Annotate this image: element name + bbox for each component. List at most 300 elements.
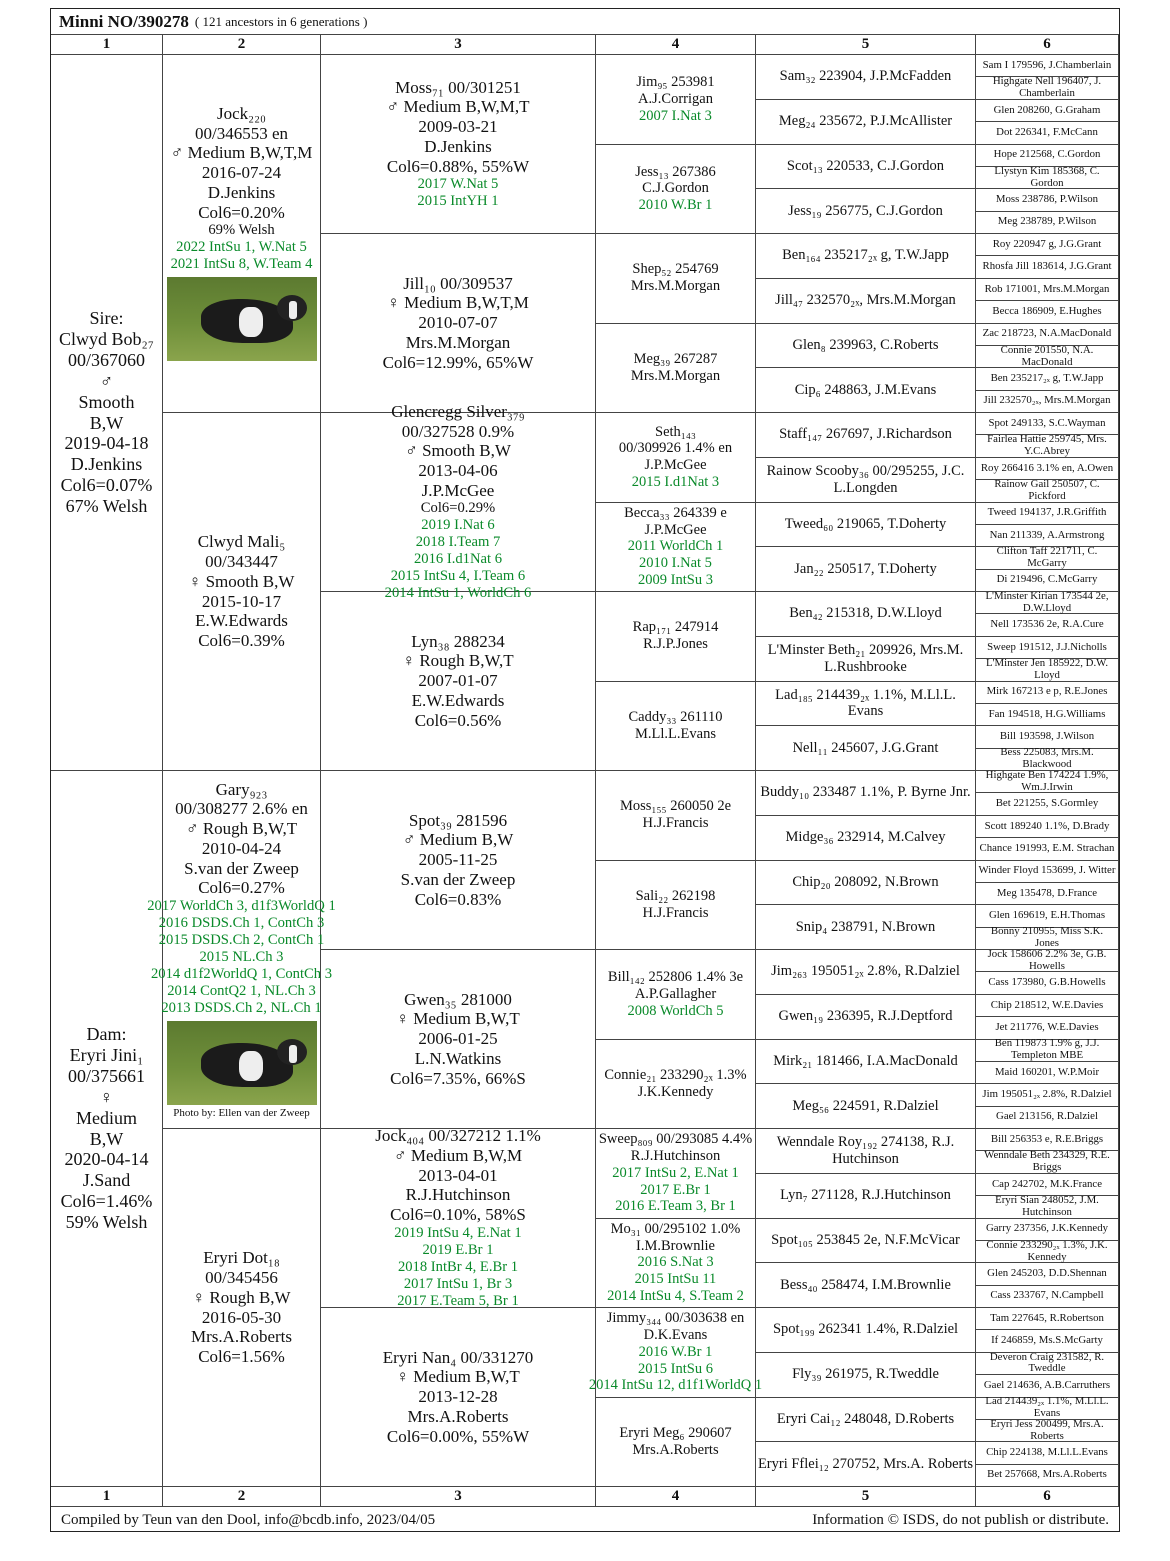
gen5-cell <box>756 368 976 413</box>
gen6-cell <box>976 458 1119 480</box>
gen5-cell <box>756 861 976 906</box>
gen4-cell <box>596 861 756 951</box>
gen6-cell <box>976 1395 1119 1420</box>
gen6-cell <box>976 477 1119 502</box>
ancestor-summary: ( 121 ancestors in 6 generations ) <box>194 13 368 29</box>
pedigree-line: ♂ Rough B,W,T <box>185 819 298 839</box>
gen6-cell <box>976 55 1119 77</box>
pedigree-line: Fan 194518, H.G.Williams <box>988 707 1106 720</box>
column-number-6: 6 <box>976 1487 1119 1507</box>
pedigree-line: Chip₂₀ 208092, N.Brown <box>792 873 939 890</box>
pedigree-line: Winder Floyd 153699, J. Witter <box>978 864 1116 877</box>
pedigree-line: 2014 IntSu 1, WorldCh 6 <box>384 585 532 602</box>
gen6-cell <box>976 1375 1119 1397</box>
pedigree-line: 2016 E.Team 3, Br 1 <box>615 1198 736 1215</box>
gen2-cell <box>163 55 321 413</box>
pedigree-line: ♀ Smooth B,W <box>188 571 295 591</box>
pedigree-line: Col6=0.29% <box>420 500 496 517</box>
gen6-cell <box>976 746 1119 771</box>
gen6-cell <box>976 1017 1119 1039</box>
pedigree-line: Bonny 210955, Miss S.K. Jones <box>990 925 1104 950</box>
pedigree-line: Glen 245203, D.D.Shennan <box>987 1267 1107 1279</box>
gen3-cell <box>321 771 596 950</box>
pedigree-line: Sweep 191512, J.J.Nicholls <box>987 640 1107 653</box>
pedigree-line: Jet 211776, W.E.Davies <box>995 1020 1099 1033</box>
pedigree-line: Ben₁₆₄ 235217₂ₓ g, T.W.Japp <box>782 247 949 264</box>
pedigree-line: 2009 IntSu 3 <box>638 571 713 588</box>
pedigree-line: L'Minster Beth₂₁ 209926, Mrs.M. L.Rushbrooke <box>767 641 964 675</box>
pedigree-line: Col6=0.20% <box>198 202 285 222</box>
pedigree-line: D.K.Evans <box>643 1327 708 1344</box>
pedigree-line: 2017 WorldCh 3, d1f3WorldQ 1 <box>147 897 336 914</box>
pedigree-line: Medium <box>76 1107 137 1128</box>
pedigree-line: Moss₇₁ 00/301251 <box>395 77 521 97</box>
gen4-cell <box>596 1040 756 1130</box>
pedigree-line: 2019-04-18 <box>64 433 149 454</box>
gen6-cell <box>976 656 1119 681</box>
pedigree-line: ♀ Medium B,W,T <box>396 1009 520 1029</box>
pedigree-line: Glen 169619, E.H.Thomas <box>988 909 1106 921</box>
pedigree-line: M.Ll.L.Evans <box>635 725 716 742</box>
pedigree-line: 2016 DSDS.Ch 1, ContCh 3 <box>158 914 325 931</box>
pedigree-line: Nan 211339, A.Armstrong <box>989 528 1105 541</box>
pedigree-line: Tweed₆₀ 219065, T.Doherty <box>784 515 947 532</box>
pedigree-line: 69% Welsh <box>208 222 275 239</box>
gen2-cell <box>163 1129 321 1487</box>
pedigree-line: Dam: <box>86 1024 127 1045</box>
pedigree-line: H.J.Francis <box>642 815 709 832</box>
pedigree-line: Glencregg Silver₃₇₉ <box>391 401 525 421</box>
pedigree-line: Wenndale Beth 234329, R.E. Briggs <box>984 1149 1110 1174</box>
gen6-cell <box>976 793 1119 815</box>
gen6-cell <box>976 1330 1119 1352</box>
pedigree-line: Moss₁₅₅ 260050 2e <box>619 798 732 815</box>
pedigree-line: Sire: <box>89 308 124 329</box>
gen6-cell <box>976 234 1119 256</box>
pedigree-line: ♂ Medium B,W,M,T <box>386 97 530 117</box>
pedigree-line: Jock₄₀₄ 00/327212 1.1% <box>375 1126 541 1146</box>
pedigree-line: Eryri Jess 200499, Mrs.A. Roberts <box>990 1417 1104 1442</box>
gen6-cell <box>976 682 1119 704</box>
photo-caption: Photo by: Ellen van der Zweep <box>173 1106 310 1119</box>
pedigree-line: Tam 227645, R.Robertson <box>990 1311 1104 1324</box>
pedigree-line: Rainow Gail 250507, C. Pickford <box>994 477 1100 502</box>
pedigree-line: ♂ Medium B,W,T,M <box>170 143 313 163</box>
pedigree-line: 2015 I.d1Nat 3 <box>631 474 720 491</box>
pedigree-line: 2015 IntSu 4, I.Team 6 <box>390 568 526 585</box>
pedigree-line: 2022 IntSu 1, W.Nat 5 <box>176 239 307 256</box>
pedigree-line: Tweed 194137, J.R.Griffith <box>987 506 1107 519</box>
pedigree-line: 2015 IntSu 6 <box>638 1360 713 1377</box>
pedigree-line: Meg 135478, D.France <box>996 886 1098 899</box>
pedigree-line: B,W <box>89 1128 124 1149</box>
pedigree-line: Gael 214636, A.B.Carruthers <box>983 1378 1111 1391</box>
pedigree-line: Nell 173536 2e, R.A.Cure <box>990 618 1104 631</box>
gen4-cell <box>588 1308 763 1398</box>
pedigree-line: Connie 233290₂ₓ 1.3%, J.K. Kennedy <box>986 1238 1108 1263</box>
pedigree-line: Highgate Ben 174224 1.9%, Wm.J.Irwin <box>985 768 1109 793</box>
pedigree-line: Col6=0.83% <box>414 889 502 909</box>
pedigree-line: Jock 158606 2.2% 3e, G.B. Howells <box>987 947 1107 972</box>
gen4-cell <box>596 145 756 235</box>
pedigree-line: 2015 IntYH 1 <box>417 193 499 210</box>
pedigree-line: 2010 W.Br 1 <box>638 197 713 214</box>
gen6-cell <box>976 1084 1119 1106</box>
pedigree-header <box>51 9 1119 35</box>
gen5-cell <box>756 1174 976 1219</box>
pedigree-line: Col6=7.35%, 66%S <box>390 1068 526 1088</box>
column-number-3: 3 <box>321 1487 596 1507</box>
dog-title: Minni NO/390278 <box>59 11 189 31</box>
gen6-cell <box>976 570 1119 592</box>
gen5-cell <box>756 1353 976 1398</box>
pedigree-line: 2015 IntSu 11 <box>634 1271 717 1288</box>
pedigree-line: 00/327528 0.9% <box>401 421 515 441</box>
pedigree-line: Sam I 179596, J.Chamberlain <box>982 58 1112 71</box>
pedigree-line: Wenndale Roy₁₉₂ 274138, R.J. Hutchinson <box>776 1134 955 1167</box>
pedigree-line: Mo₃₁ 00/295102 1.0% <box>610 1220 741 1237</box>
gen5-cell <box>756 1308 976 1353</box>
gen6-cell <box>976 343 1119 368</box>
pedigree-line: Mirk₂₁ 181466, I.A.MacDonald <box>773 1052 958 1069</box>
pedigree-line: Mrs.A.Roberts <box>407 1406 509 1426</box>
pedigree-line: Eryri Jini₁ <box>69 1045 144 1065</box>
pedigree-line: Eryri Nan₄ 00/331270 <box>382 1347 534 1367</box>
pedigree-line: 2017 E.Team 5, Br 1 <box>397 1292 519 1309</box>
pedigree-line: Chip 218512, W.E.Davies <box>990 998 1104 1011</box>
pedigree-line: ♀ Rough B,W,T <box>402 651 514 671</box>
gen3-cell <box>321 234 596 413</box>
pedigree-line: Eryri Meg₆ 290607 <box>619 1424 732 1441</box>
pedigree-line: Smooth <box>78 391 135 412</box>
pedigree-line: 00/343447 <box>205 552 278 572</box>
pedigree-line: R.J.P.Jones <box>643 636 708 653</box>
pedigree-line: Jimmy₃₄₄ 00/303638 en <box>606 1310 745 1327</box>
gen4-cell <box>596 324 756 414</box>
pedigree-line: Col6=12.99%, 65%W <box>382 352 534 372</box>
gen5-cell <box>756 1398 976 1443</box>
pedigree-line: Bet 257668, Mrs.A.Roberts <box>987 1468 1107 1481</box>
pedigree-line: Gael 213156, R.Dalziel <box>996 1110 1098 1123</box>
pedigree-line: Dot 226341, F.McCann <box>996 125 1098 138</box>
pedigree-line: Ben 235217₂ₓ g, T.W.Japp <box>990 372 1104 384</box>
gen6-cell <box>976 1350 1119 1375</box>
pedigree-line: Spot₁₉₉ 262341 1.4%, R.Dalziel <box>772 1321 959 1338</box>
pedigree-line: Cip₆ 248863, J.M.Evans <box>794 381 937 398</box>
gen5-cell <box>756 1263 976 1308</box>
gen5-cell <box>756 905 976 950</box>
gen6-cell <box>976 324 1119 346</box>
gen6-cell <box>976 435 1119 457</box>
pedigree-line: Jan₂₂ 250517, T.Doherty <box>794 560 937 577</box>
pedigree-line: Clwyd Mali₅ <box>197 532 286 552</box>
gen4-cell <box>596 503 756 593</box>
pedigree-line: Lad₁₈₅ 214439₂ₓ 1.1%, M.Ll.L. Evans <box>775 686 956 720</box>
pedigree-line: 2013-04-06 <box>418 461 498 480</box>
pedigree-line: Scot₁₃ 220533, C.J.Gordon <box>786 157 945 174</box>
pedigree-line: Lyn₇ 271128, R.J.Hutchinson <box>780 1187 951 1204</box>
pedigree-line: If 246859, Ms.S.McGarty <box>991 1334 1103 1347</box>
gen6-cell <box>976 1286 1119 1308</box>
gen6-cell <box>976 637 1119 659</box>
pedigree-line: Becca₃₃ 264339 e <box>624 504 727 521</box>
gen6-cell <box>976 212 1119 234</box>
pedigree-line: Sali₂₂ 262198 <box>635 887 716 904</box>
pedigree-line: 2016 I.d1Nat 6 <box>413 551 503 568</box>
gen3-cell <box>321 1308 596 1487</box>
pedigree-line: Jess₁₉ 256775, C.J.Gordon <box>788 202 943 219</box>
pedigree-line: 2019 I.Nat 6 <box>421 517 495 534</box>
gen6-cell <box>976 704 1119 726</box>
pedigree-line: J.P.McGee <box>644 457 707 474</box>
pedigree-line: L'Minster Kirian 173544 2e, D.W.Lloyd <box>985 589 1109 614</box>
pedigree-line: Mrs.M.Morgan <box>405 332 511 352</box>
pedigree-line: D.Jenkins <box>70 454 143 475</box>
pedigree-line: 2018 IntBr 4, E.Br 1 <box>397 1258 519 1275</box>
pedigree-line: Connie₂₁ 233290₂ₓ 1.3% <box>604 1066 747 1083</box>
pedigree-line: Nell₁₁ 245607, J.G.Grant <box>792 739 939 756</box>
pedigree-line: Caddy₃₃ 261110 <box>628 708 723 725</box>
pedigree-line: Sam₃₂ 223904, J.P.McFadden <box>779 68 952 85</box>
gen2-cell <box>163 413 321 771</box>
gen6-cell <box>976 301 1119 323</box>
gen5-cell <box>756 458 976 503</box>
pedigree-line: Ben₄₂ 215318, D.W.Lloyd <box>789 605 942 622</box>
pedigree-line: 2015 NL.Ch 3 <box>199 948 284 965</box>
pedigree-line: Snip₄ 238791, N.Brown <box>795 918 936 935</box>
gen6-cell <box>976 77 1119 99</box>
pedigree-line: 00/345456 <box>205 1268 278 1288</box>
gen6-cell <box>976 925 1119 950</box>
pedigree-line: Llystyn Kim 185368, C. Gordon <box>994 164 1100 189</box>
pedigree-line: 2019 E.Br 1 <box>422 1241 494 1258</box>
gen6-cell <box>976 391 1119 413</box>
gen3-cell <box>321 401 596 602</box>
pedigree-line: J.P.McGee <box>421 480 495 500</box>
pedigree-line: 2010 I.Nat 5 <box>639 555 712 572</box>
pedigree-line: Mirk 167213 e p, R.E.Jones <box>986 685 1108 698</box>
pedigree-line: 2007 I.Nat 3 <box>639 107 712 124</box>
pedigree-line: Deveron Craig 231582, R. Tweddle <box>989 1350 1105 1375</box>
gen6-cell <box>976 1129 1119 1151</box>
pedigree-line: Eryri Cai₁₂ 248048, D.Roberts <box>776 1410 955 1427</box>
pedigree-line: R.J.Hutchinson <box>405 1185 511 1205</box>
gen6-cell <box>976 1219 1119 1241</box>
column-number-5: 5 <box>756 35 976 55</box>
pedigree-line: ♂ Smooth B,W <box>405 441 511 461</box>
pedigree-line: 2015 DSDS.Ch 2, ContCh 1 <box>158 931 325 948</box>
pedigree-line: S.van der Zweep <box>184 858 299 878</box>
pedigree-line: Col6=0.88%, 55%W <box>386 156 530 176</box>
gen6-cell <box>976 995 1119 1017</box>
pedigree-line: ♀ Rough B,W <box>192 1287 291 1307</box>
pedigree-line: Glen 208260, G.Graham <box>993 103 1101 116</box>
pedigree-line: 2013 DSDS.Ch 2, NL.Ch 1 <box>161 999 322 1016</box>
pedigree-line: Cass 173980, G.B.Howells <box>988 976 1106 989</box>
pedigree-line: Di 219496, C.McGarry <box>996 573 1098 586</box>
gen6-cell <box>976 164 1119 189</box>
pedigree-line: Clwyd Bob₂₇ <box>58 329 155 349</box>
gen5-cell <box>756 413 976 458</box>
pedigree-line: 67% Welsh <box>65 496 148 516</box>
pedigree-line: 2016 W.Br 1 <box>638 1343 713 1360</box>
sire-cell <box>51 55 163 771</box>
gen5-cell <box>756 1219 976 1264</box>
pedigree-line: Mrs.A.Roberts <box>190 1327 293 1347</box>
pedigree-line: 2008 WorldCh 5 <box>627 1002 724 1019</box>
pedigree-line: Gary₉₂₃ <box>215 779 268 799</box>
pedigree-line: Eryri Fflei₁₂ 270752, Mrs.A. Roberts <box>757 1455 974 1472</box>
pedigree-line: Garry 237356, J.K.Kennedy <box>985 1222 1109 1235</box>
pedigree-line: 2017 IntSu 1, Br 3 <box>403 1275 513 1292</box>
pedigree-line: Gwen₃₅ 281000 <box>404 989 512 1009</box>
pedigree-line: 2014 IntSu 4, S.Team 2 <box>607 1287 744 1304</box>
pedigree-line: Chance 191993, E.M. Strachan <box>979 841 1115 854</box>
pedigree-line: Meg₃₉ 267287 <box>633 350 718 367</box>
pedigree-line: 00/367060 <box>67 349 145 370</box>
gen6-cell <box>976 368 1119 390</box>
pedigree-sheet <box>50 8 1120 1532</box>
gen6-cell <box>976 1442 1119 1464</box>
pedigree-line: D.Jenkins <box>424 136 492 156</box>
pedigree-line: ♂ Medium B,W <box>402 830 514 850</box>
pedigree-line: 2006-01-25 <box>418 1029 498 1049</box>
pedigree-line: 2007-01-07 <box>418 671 498 691</box>
pedigree-line: 2017 IntSu 2, E.Nat 1 <box>612 1164 739 1181</box>
pedigree-line: Maid 160201, W.P.Moir <box>994 1065 1100 1078</box>
pedigree-line: 2017 E.Br 1 <box>640 1181 711 1198</box>
gen6-cell <box>976 726 1119 748</box>
gen5-cell <box>756 637 976 682</box>
gen5-cell <box>756 547 976 592</box>
gen5-cell <box>756 816 976 861</box>
gen4-cell <box>596 234 756 324</box>
pedigree-line: Col6=0.10%, 58%S <box>390 1205 526 1225</box>
gen4-cell <box>596 592 756 682</box>
pedigree-line: Col6=0.07% <box>60 475 153 496</box>
pedigree-line: 00/308277 2.6% en <box>175 799 308 819</box>
pedigree-line: Mrs.M.Morgan <box>630 367 721 384</box>
pedigree-line: E.W.Edwards <box>411 690 505 710</box>
pedigree-line: Shep₅₂ 254769 <box>632 261 719 278</box>
pedigree-line: R.J.Hutchinson <box>630 1148 721 1165</box>
gen6-cell <box>976 547 1119 569</box>
pedigree-line: Hope 212568, C.Gordon <box>993 148 1101 161</box>
pedigree-line: Col6=0.39% <box>198 630 285 650</box>
gen4-cell <box>596 682 756 772</box>
gen6-cell <box>976 1151 1119 1173</box>
pedigree-line: H.J.Francis <box>642 904 709 921</box>
dog-photo <box>167 1021 317 1105</box>
pedigree-line: Meg₂₄ 235672, P.J.McAllister <box>778 113 953 130</box>
pedigree-line: Fairlea Hattie 259745, Mrs. Y.C.Abrey <box>987 433 1107 458</box>
gen5-cell <box>756 279 976 324</box>
pedigree-line: Connie 201550, N.A. MacDonald <box>1000 343 1094 368</box>
gen6-cell <box>976 145 1119 167</box>
pedigree-line: Clifton Taff 221711, C. McGarry <box>996 545 1098 569</box>
gen6-cell <box>976 838 1119 860</box>
pedigree-line: Jill 232570₂ₓ, Mrs.M.Morgan <box>983 394 1111 407</box>
pedigree-line: Lad 214439₂ₓ 1.1%, M.Ll.L. Evans <box>985 1395 1109 1420</box>
footer <box>51 1509 1119 1531</box>
column-number-4: 4 <box>596 35 756 55</box>
pedigree-line: Meg 238789, P.Wilson <box>997 215 1097 228</box>
gen6-cell <box>976 1308 1119 1330</box>
pedigree-line: Spot₃₉ 281596 <box>408 810 508 830</box>
pedigree-line: 2010-04-24 <box>201 838 282 858</box>
pedigree-line: 2013-04-01 <box>418 1165 498 1185</box>
column-number-2: 2 <box>163 1487 321 1507</box>
pedigree-line: Roy 220947 g, J.G.Grant <box>992 237 1102 250</box>
pedigree-line: Col6=0.00%, 55%W <box>386 1426 530 1446</box>
pedigree-line: 2015-10-17 <box>201 591 282 611</box>
pedigree-line: Ben 119873 1.9% g, J.J. Templeton MBE <box>994 1037 1100 1062</box>
gen5-cell <box>756 189 976 234</box>
pedigree-line: Scott 189240 1.1%, D.Brady <box>984 819 1110 832</box>
pedigree-line: Lyn₃₈ 288234 <box>411 631 505 651</box>
dog-photo <box>167 277 317 361</box>
pedigree-line: Bess₄₀ 258474, I.M.Brownlie <box>780 1276 951 1293</box>
pedigree-line: Cap 242702, M.K.France <box>991 1177 1103 1190</box>
pedigree-line: Mrs.M.Morgan <box>630 278 721 295</box>
gen6-cell <box>976 768 1119 793</box>
gen6-cell <box>976 1263 1119 1285</box>
gen6-cell <box>976 947 1119 972</box>
gen4-cell <box>596 1129 756 1219</box>
gen5-cell <box>756 1442 976 1487</box>
pedigree-line: Bet 221255, S.Gormley <box>995 797 1099 810</box>
pedigree-line: 2010-07-07 <box>418 313 498 333</box>
pedigree-line: Rob 171001, Mrs.M.Morgan <box>984 282 1110 295</box>
pedigree-line: 2016 S.Nat 3 <box>637 1254 714 1271</box>
dam-cell <box>51 771 163 1487</box>
gen5-cell <box>756 324 976 369</box>
gen6-cell <box>976 905 1119 927</box>
pedigree-line: 2009-03-21 <box>418 117 498 137</box>
pedigree-line: Bill₁₄₂ 252806 1.4% 3e <box>607 969 744 986</box>
pedigree-line: E.W.Edwards <box>195 611 288 631</box>
pedigree-line: Highgate Nell 196407, J. Chamberlain <box>992 75 1102 100</box>
pedigree-line: Jess₁₃ 267386 <box>635 163 716 180</box>
gen6-cell <box>976 1417 1119 1442</box>
pedigree-line: Col6=1.56% <box>198 1346 285 1366</box>
gen5-cell <box>756 1129 976 1174</box>
pedigree-line: 2016-05-30 <box>201 1307 282 1327</box>
pedigree-line: Buddy₁₀ 233487 1.1%, P. Byrne Jnr. <box>760 784 971 801</box>
gen5-cell <box>756 726 976 771</box>
gen5-cell <box>756 771 976 816</box>
pedigree-line: Zac 218723, N.A.MacDonald <box>982 327 1112 340</box>
gen6-cell <box>976 256 1119 278</box>
pedigree-line: A.J.Corrigan <box>638 90 713 107</box>
column-number-2: 2 <box>163 35 321 55</box>
gen2-cell <box>147 771 336 1129</box>
pedigree-line: Jill₄₇ 232570₂ₓ, Mrs.M.Morgan <box>775 292 956 309</box>
pedigree-line: Jill₁₀ 00/309537 <box>403 273 513 293</box>
pedigree-line: Moss 238786, P.Wilson <box>995 193 1099 205</box>
gen6-cell <box>976 1037 1119 1062</box>
pedigree-line: Jim 195051₂ₓ 2.8%, R.Dalziel <box>982 1088 1112 1100</box>
gen6-cell <box>976 1193 1119 1218</box>
pedigree-line: 2019 IntSu 4, E.Nat 1 <box>394 1224 522 1241</box>
pedigree-line: D.Jenkins <box>207 182 276 202</box>
pedigree-line: 2013-12-28 <box>418 1387 498 1407</box>
pedigree-line: L.N.Watkins <box>414 1048 502 1068</box>
column-number-1: 1 <box>51 35 163 55</box>
pedigree-line: 2016-07-24 <box>201 163 282 183</box>
column-number-3: 3 <box>321 35 596 55</box>
pedigree-line: Col6=0.56% <box>414 710 502 730</box>
